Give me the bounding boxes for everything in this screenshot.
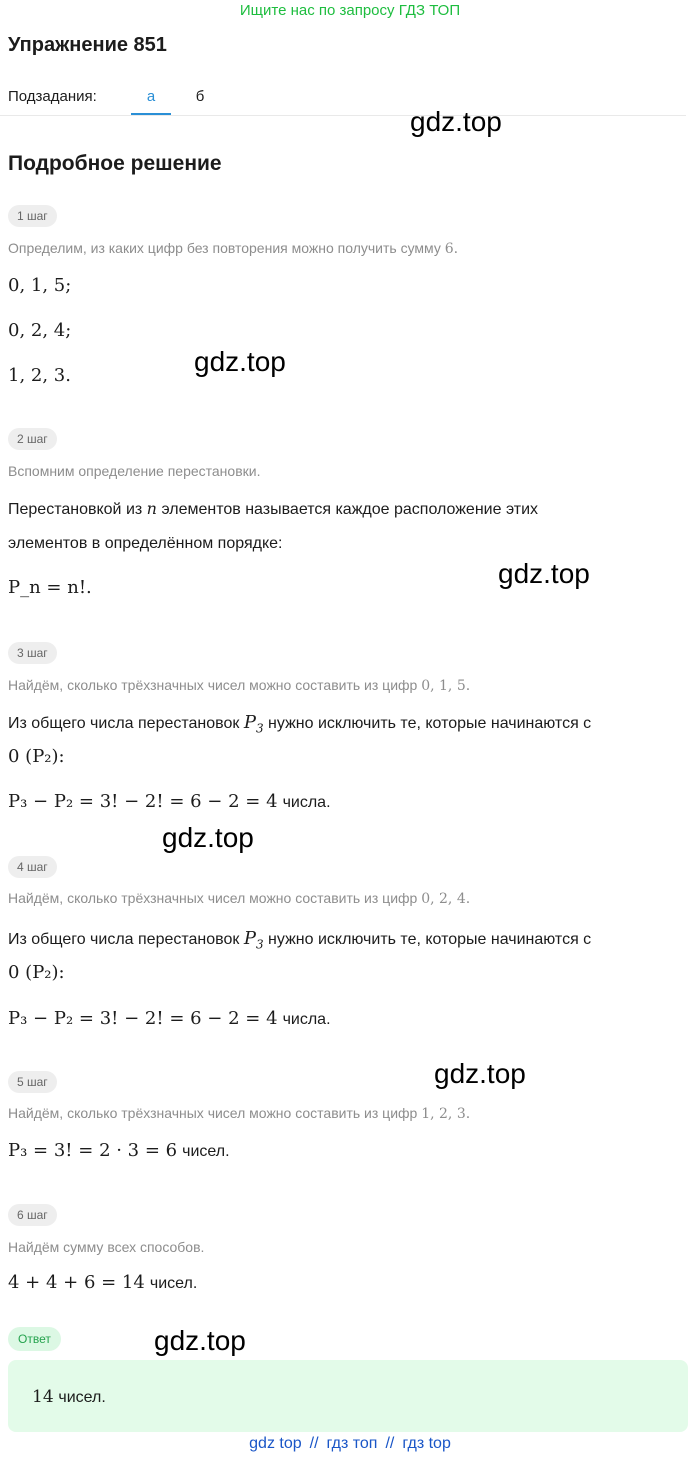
step-2-hint: Вспомним определение перестановки.	[8, 463, 261, 479]
top-banner: Ищите нас по запросу ГДЗ ТОП	[239, 2, 461, 19]
answer-box	[8, 1360, 688, 1432]
page-title: Упражнение 851	[8, 34, 167, 56]
step-1-line-2: 0, 2, 4;	[8, 320, 72, 341]
step-badge-3: 3 шаг	[8, 642, 57, 664]
step-5-hint: Найдём, сколько трёхзначных чисел можно составить из цифр 1, 2, 3.	[8, 1105, 471, 1122]
watermark: gdz.top	[154, 1325, 246, 1356]
footer-link[interactable]: гдз top	[402, 1435, 451, 1452]
step-6-formula: 4 + 4 + 6 = 14 чисел.	[8, 1272, 198, 1293]
answer-badge: Ответ	[8, 1327, 61, 1351]
step-1-line-1: 0, 1, 5;	[8, 275, 72, 296]
step-4-hint: Найдём, сколько трёхзначных чисел можно составить из цифр 0, 2, 4.	[8, 890, 471, 907]
step-2-formula: P_n = n!.	[8, 577, 92, 598]
step-3-formula: P₃ − P₂ = 3! − 2! = 6 − 2 = 4 числа.	[8, 791, 331, 812]
subtasks-label: Подзадания:	[8, 88, 97, 105]
footer-separator: //	[309, 1435, 319, 1452]
step-6-hint: Найдём сумму всех способов.	[8, 1239, 205, 1255]
step-3-line-2: 0 (P₂):	[8, 746, 65, 767]
step-badge-6: 6 шаг	[8, 1204, 57, 1226]
step-badge-2: 2 шаг	[8, 428, 57, 450]
step-badge-5: 5 шаг	[8, 1071, 57, 1093]
step-4-line-2: 0 (P₂):	[8, 962, 65, 983]
step-2-definition-line-2: элементов в определённом порядке:	[8, 535, 283, 552]
tab-subtask-b[interactable]: б	[195, 88, 205, 105]
tabs-divider	[0, 115, 686, 116]
footer-separator: //	[385, 1435, 395, 1452]
watermark: gdz.top	[434, 1058, 526, 1089]
step-4-text: Из общего числа перестановок $P_3$ нужно исключить те, которые начинаются с	[8, 928, 592, 952]
step-1-line-3: 1, 2, 3.	[8, 365, 71, 386]
footer-link[interactable]: gdz top	[249, 1435, 302, 1452]
watermark: gdz.top	[162, 822, 254, 853]
tab-subtask-a[interactable]: а	[146, 88, 156, 105]
step-badge-4: 4 шаг	[8, 856, 57, 878]
step-4-formula: P₃ − P₂ = 3! − 2! = 6 − 2 = 4 числа.	[8, 1008, 331, 1029]
watermark: gdz.top	[498, 558, 590, 589]
step-badge-1: 1 шаг	[8, 205, 57, 227]
step-3-text: Из общего числа перестановок $P_3$ нужно исключить те, которые начинаются с	[8, 712, 592, 736]
watermark: gdz.top	[194, 346, 286, 377]
section-title: Подробное решение	[8, 152, 222, 175]
footer-links	[0, 1435, 700, 1453]
step-1-hint: Определим, из каких цифр без повторения можно получить сумму 6.	[8, 240, 459, 257]
watermark: gdz.top	[410, 106, 502, 137]
step-3-hint: Найдём, сколько трёхзначных чисел можно составить из цифр 0, 1, 5.	[8, 677, 471, 694]
footer-link[interactable]: гдз топ	[326, 1435, 378, 1452]
step-5-formula: P₃ = 3! = 2 · 3 = 6 чисел.	[8, 1140, 230, 1161]
answer-text: 14 чисел.	[32, 1387, 106, 1407]
step-2-definition-line-1: Перестановкой из n элементов называется каждое расположение этих	[8, 499, 539, 518]
